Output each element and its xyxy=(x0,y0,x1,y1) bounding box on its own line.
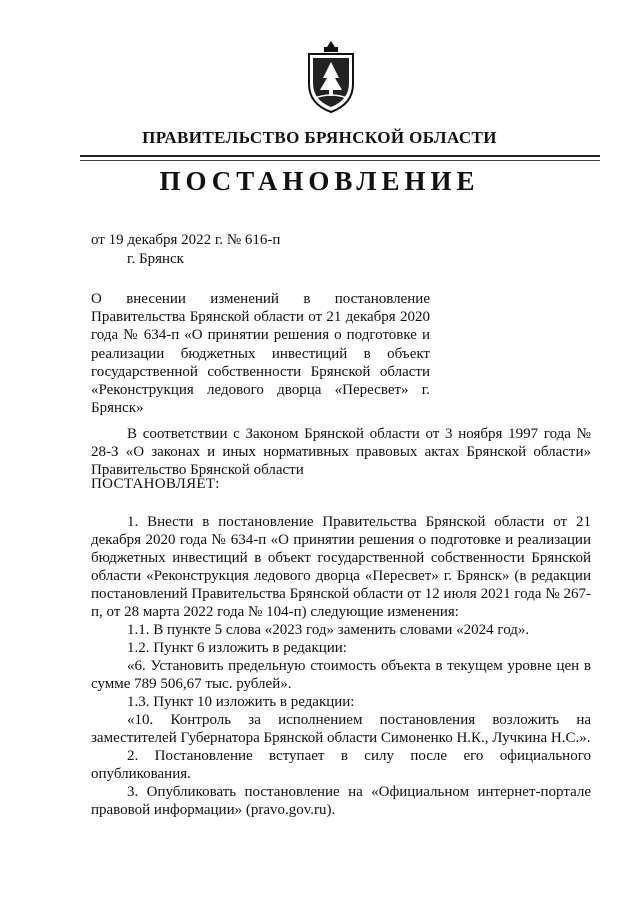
header-rule-thin xyxy=(80,160,600,161)
clause-1: 1. Внести в постановление Правительства Брянской области от 21 декабря 2020 года № 634-п «О принятии решения о подготовке и реализации бюджетных инвестиций в объект государственной собственности Брянской области «Реконструкция ледового дворца «Пересвет» г. Брянск» (в редакции постановлений Правительства Брянской области от 12 июля 2021 года № 267-п, от 28 марта 2022 года № 104-п) следующие изменения: xyxy=(91,514,591,620)
city: г. Брянск xyxy=(127,251,184,267)
clause-2: 2. Постановление вступает в силу после его официального опубликования. xyxy=(91,748,591,782)
document-subject: О внесении изменений в постановление Правительства Брянской области от 21 декабря 2020 года № 634-п «О принятии решения о подготовке и реализации бюджетных инвестиций в объект государственной собственности Брянской области «Реконструкция ледового дворца «Пересвет» г. Брянск» xyxy=(91,291,430,417)
clause-1-3-text: «10. Контроль за исполнением постановления возложить на заместителей Губернатора Брянской области Симоненко Н.К., Лучкина Н.С.». xyxy=(91,712,591,746)
document-type-title: ПОСТАНОВЛЕНИЕ xyxy=(159,166,480,196)
clause-1-1: 1.1. В пункте 5 слова «2023 год» заменить словами «2024 год». xyxy=(127,622,530,638)
issuing-authority: ПРАВИТЕЛЬСТВО БРЯНСКОЙ ОБЛАСТИ xyxy=(142,128,497,147)
date-and-number: от 19 декабря 2022 г. № 616-п xyxy=(91,232,281,248)
clause-1-2-text: «6. Установить предельную стоимость объекта в текущем уровне цен в сумме 789 506,67 тыс. рублей». xyxy=(91,658,591,692)
resolve-heading: ПОСТАНОВЛЯЕТ: xyxy=(91,476,220,492)
clause-3: 3. Опубликовать постановление на «Официальном интернет-портале правовой информации» (pravo.gov.ru). xyxy=(91,784,591,818)
clause-1-3: 1.3. Пункт 10 изложить в редакции: xyxy=(127,694,355,710)
document-meta xyxy=(91,231,280,269)
header-rule xyxy=(80,155,600,157)
preamble: В соответствии с Законом Брянской области от 3 ноября 1997 года № 28-З «О законах и иных нормативных правовых актах Брянской области» Правительство Брянской области xyxy=(91,426,591,478)
coat-of-arms-icon xyxy=(301,40,361,114)
document-body xyxy=(91,513,591,819)
clause-1-2: 1.2. Пункт 6 изложить в редакции: xyxy=(127,640,347,656)
